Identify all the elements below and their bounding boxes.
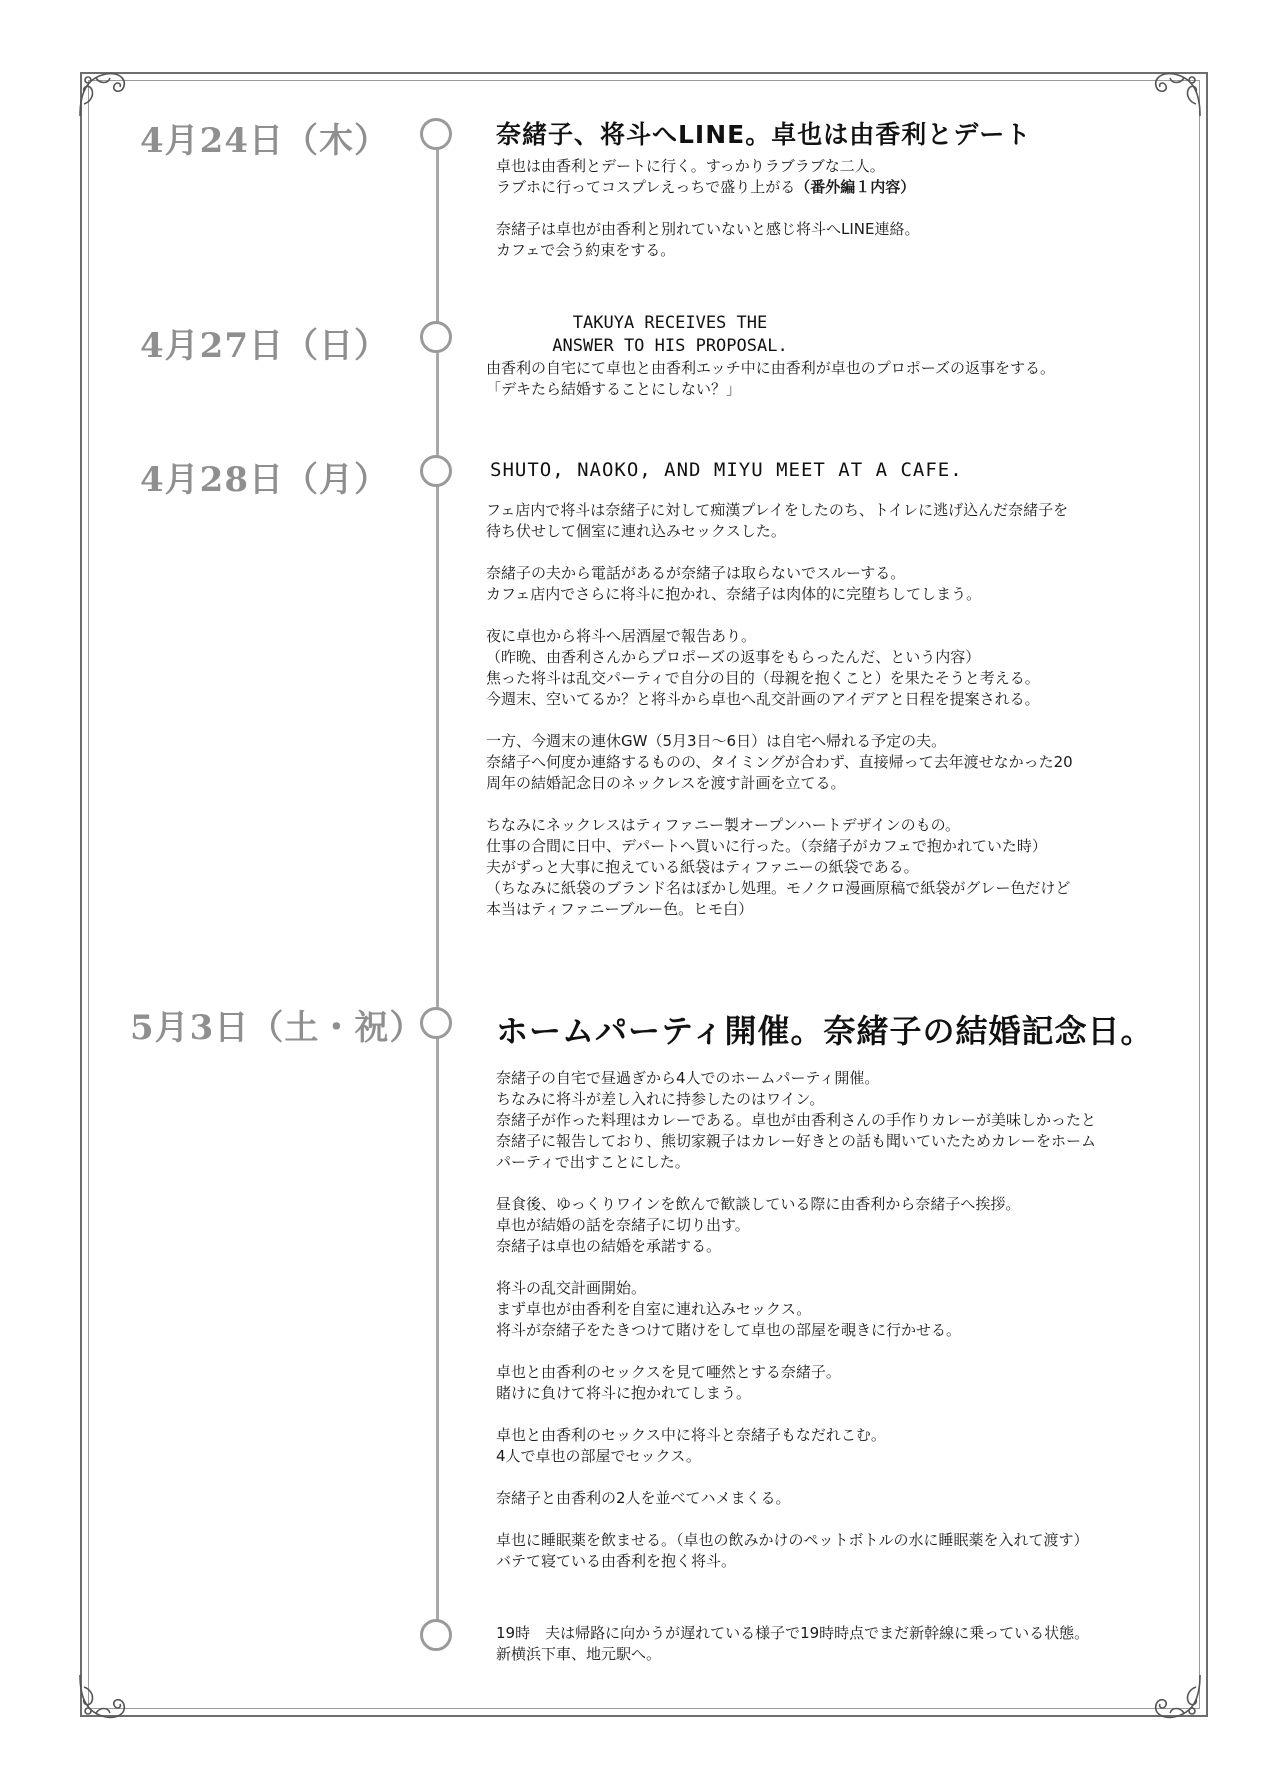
entry-line: 昼食後、ゆっくりワインを飲んで歓談している際に由香利から奈緒子へ挨拶。 bbox=[496, 1195, 1021, 1213]
entry-line: 夫がずっと大事に抱えている紙袋はティファニーの紙袋である。 bbox=[486, 858, 919, 876]
entry-line: ちなみにネックレスはティファニー製オープンハートデザインのもの。 bbox=[486, 816, 961, 834]
entry-line: カフェで会う約束をする。 bbox=[496, 241, 676, 259]
entry-date: 4月27日（日） bbox=[140, 326, 389, 366]
entry-line: 奈緒子と由香利の2人を並べてハメまくる。 bbox=[496, 1489, 791, 1507]
timeline-node-icon bbox=[420, 1619, 452, 1651]
entry-line: 由香利の自宅にて卓也と由香利エッチ中に由香利が卓也のプロポーズの返事をする。 bbox=[486, 359, 1055, 377]
entry-line: 本当はティファニーブルー色。ヒモ白） bbox=[486, 900, 754, 918]
entry-line: 一方、今週末の連休GW（5月3日〜6日）は自宅へ帰れる予定の夫。 bbox=[486, 732, 947, 750]
entry-line: 奈緒子へ何度か連絡するものの、タイミングが合わず、直接帰って去年渡せなかった20 bbox=[486, 753, 1073, 771]
entry-line: 奈緒子の夫から電話があるが奈緒子は取らないでスルーする。 bbox=[486, 564, 906, 582]
entry-body bbox=[496, 156, 1196, 261]
entry-line: 周年の結婚記念日のネックレスを渡す計画を立てる。 bbox=[486, 774, 846, 792]
timeline-node-icon bbox=[420, 455, 452, 487]
entry-line: カフェ店内でさらに将斗に抱かれ、奈緒子は肉体的に完堕ちしてしまう。 bbox=[486, 585, 982, 603]
entry-line: 待ち伏せして個室に連れ込みセックスした。 bbox=[486, 522, 786, 540]
entry-body bbox=[496, 1623, 1196, 1665]
entry-line: 賭けに負けて将斗に抱かれてしまう。 bbox=[496, 1384, 752, 1402]
entry-line: 奈緒子が作った料理はカレーである。卓也が由香利さんの手作りカレーが美味しかったと bbox=[496, 1111, 1097, 1129]
entry-line: 卓也と由香利のセックスを見て唖然とする奈緒子。 bbox=[496, 1363, 841, 1381]
entry-body bbox=[496, 1068, 1196, 1572]
entry-heading: ホームパーティ開催。奈緒子の結婚記念日。 bbox=[496, 1012, 1154, 1050]
entry-line: 奈緒子は卓也が由香利と別れていないと感じ将斗へLINE連絡。 bbox=[496, 220, 920, 238]
entry-line: フェ店内で将斗は奈緒子に対して痴漢プレイをしたのち、トイレに逃げ込んだ奈緒子を bbox=[486, 501, 1069, 519]
entry-body bbox=[486, 500, 1186, 920]
ornament-corner-icon bbox=[72, 64, 132, 124]
entry-line: 19時 夫は帰路に向かうが遅れている様子で19時時点でまだ新幹線に乗っている状態。 bbox=[496, 1624, 1090, 1642]
entry-line: 今週末、空いてるか？と将斗から卓也へ乱交計画のアイデアと日程を提案される。 bbox=[486, 690, 1040, 708]
entry-line: 卓也が結婚の話を奈緒子に切り出す。 bbox=[496, 1216, 750, 1234]
entry-line: 卓也に睡眠薬を飲ませる。（卓也の飲みかけのペットボトルの水に睡眠薬を入れて渡す） bbox=[496, 1531, 1089, 1549]
entry-line: 奈緒子は卓也の結婚を承諾する。 bbox=[496, 1237, 722, 1255]
entry-body bbox=[486, 358, 1186, 400]
entry-line: 卓也と由香利のセックス中に将斗と奈緒子もなだれこむ。 bbox=[496, 1426, 886, 1444]
ornament-corner-icon bbox=[1148, 1667, 1208, 1727]
entry-date: 5月3日（土・祝） bbox=[130, 1008, 425, 1048]
entry-line: 奈緒子に報告しており、熊切家親子はカレー好きとの話も聞いていたためカレーをホーム bbox=[496, 1132, 1097, 1150]
entry-line: 4人で卓也の部屋でセックス。 bbox=[496, 1447, 701, 1465]
entry-note: （番外編１内容） bbox=[795, 178, 916, 196]
entry-line: ちなみに将斗が差し入れに持参したのはワイン。 bbox=[496, 1090, 825, 1108]
entry-line: パーティで出すことにした。 bbox=[496, 1153, 690, 1171]
entry-heading: SHUTO, NAOKO, AND MIYU MEET AT A CAFE. bbox=[490, 459, 963, 481]
entry-line: （昨晩、由香利さんからプロポーズの返事をもらったんだ、という内容） bbox=[486, 648, 981, 666]
entry-line: ラブホに行ってコスプレえっちで盛り上がる（番外編１内容） bbox=[496, 178, 916, 196]
entry-line: 将斗が奈緒子をたきつけて賭けをして卓也の部屋を覗きに行かせる。 bbox=[496, 1321, 962, 1339]
entry-line: 将斗の乱交計画開始。 bbox=[496, 1279, 647, 1297]
timeline-line bbox=[436, 134, 439, 1644]
entry-line: まず卓也が由香利を自室に連れ込みセックス。 bbox=[496, 1300, 812, 1318]
entry-line: バテて寝ている由香利を抱く将斗。 bbox=[496, 1552, 737, 1570]
entry-heading: 奈緒子、将斗へLINE。卓也は由香利とデート bbox=[496, 120, 1032, 149]
entry-line: 夜に卓也から将斗へ居酒屋で報告あり。 bbox=[486, 627, 757, 645]
translation-note: TAKUYA RECEIVES THE ANSWER TO HIS PROPOSAL. bbox=[552, 313, 788, 356]
entry-line: 仕事の合間に日中、デパートへ買いに行った。（奈緒子がカフェで抱かれていた時） bbox=[486, 837, 1047, 855]
entry-date: 4月24日（木） bbox=[140, 121, 389, 161]
entry-line: 奈緒子の自宅で昼過ぎから4人でのホームパーティ開催。 bbox=[496, 1069, 880, 1087]
timeline-node-icon bbox=[420, 1007, 452, 1039]
ornament-corner-icon bbox=[72, 1667, 132, 1727]
entry-line: 新横浜下車、地元駅へ。 bbox=[496, 1645, 662, 1663]
ornament-corner-icon bbox=[1148, 64, 1208, 124]
entry-line: 卓也は由香利とデートに行く。すっかりラブラブな二人。 bbox=[496, 157, 885, 175]
entry-date: 4月28日（月） bbox=[140, 460, 389, 500]
entry-line: （ちなみに紙袋のブランド名はぼかし処理。モノクロ漫画原稿で紙袋がグレー色だけど bbox=[486, 879, 1071, 897]
entry-line: 焦った将斗は乱交パーティで自分の目的（母親を抱くこと）を果たそうと考える。 bbox=[486, 669, 1040, 687]
timeline-node-icon bbox=[420, 321, 452, 353]
entry-line: 「デキたら結婚することにしない？」 bbox=[486, 380, 742, 398]
timeline-node-icon bbox=[420, 118, 452, 150]
